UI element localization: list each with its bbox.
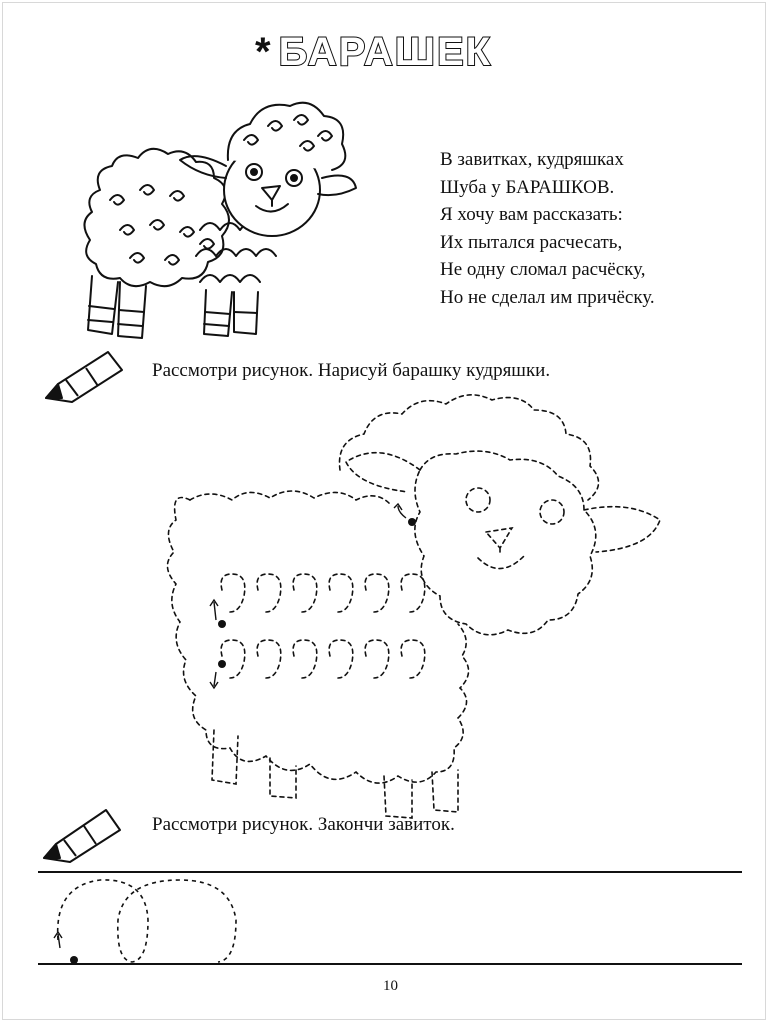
poem-line: Не одну сломал расчёску, <box>440 259 646 280</box>
title-text: БАРАШЕК <box>278 30 493 74</box>
title-star: * <box>255 30 273 74</box>
poem-line: Я хочу вам рассказать: <box>440 204 623 225</box>
instruction-draw-curls: Рассмотри рисунок. Нарисуй барашку кудряшки. <box>152 360 551 381</box>
poem-line: Шуба у БАРАШКОВ. <box>440 176 615 198</box>
page-number: 10 <box>383 978 398 994</box>
instruction-finish-curl: Рассмотри рисунок. Закончи завиток. <box>152 814 455 835</box>
poem-line: Но не сделал им причёску. <box>440 286 655 308</box>
poem-line: В завитках, кудряшках <box>440 149 624 170</box>
poem-line: Их пытался расчесать, <box>440 231 623 253</box>
